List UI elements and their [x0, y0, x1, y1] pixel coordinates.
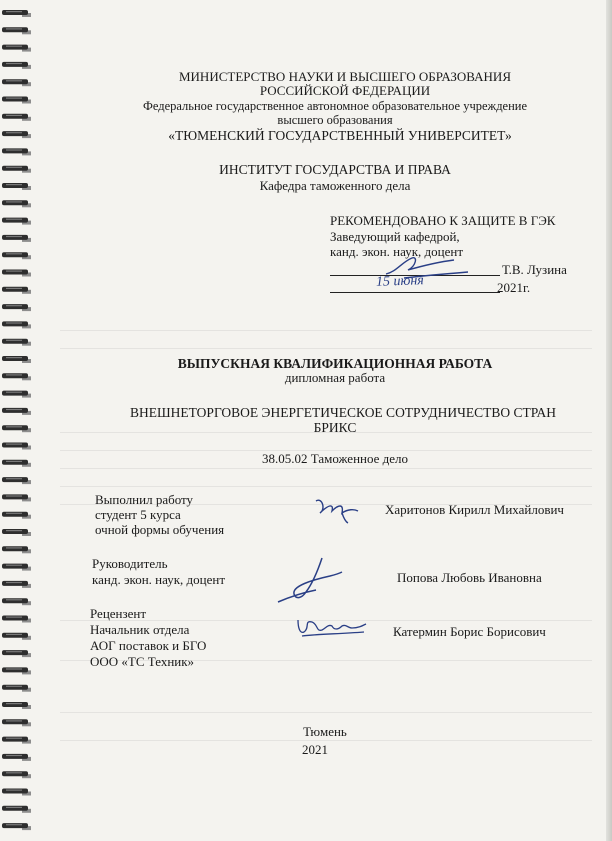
supervisor-name: Попова Любовь Ивановна: [397, 570, 542, 585]
binding-ring: [2, 737, 31, 744]
binding-ring: [2, 166, 31, 173]
approval-year: 2021г.: [497, 280, 531, 295]
binding-ring: [2, 477, 31, 484]
binding-ring: [2, 79, 31, 86]
binding-ring: [2, 650, 31, 657]
institute-name: ИНСТИТУТ ГОСУДАРСТВА И ПРАВА: [219, 162, 451, 177]
binding-ring: [2, 598, 31, 605]
institution-line-1: Федеральное государственное автономное образовательное учреждение: [142, 99, 528, 113]
binding-ring: [2, 616, 31, 623]
supervisor-role-line-2: канд. экон. наук, доцент: [92, 572, 226, 587]
approval-title: РЕКОМЕНДОВАНО К ЗАЩИТЕ В ГЭК: [330, 213, 556, 228]
binding-ring: [2, 339, 31, 346]
reviewer-signature: [294, 612, 370, 642]
city: Тюмень: [303, 724, 347, 739]
thesis-title-line-2: БРИКС: [313, 420, 357, 435]
binding-ring: [2, 702, 31, 709]
department-name: Кафедра таможенного дела: [259, 178, 411, 193]
binding-ring: [2, 408, 31, 415]
spiral-binding: [0, 0, 40, 841]
institution-line-2: высшего образования: [277, 113, 393, 127]
student-name: Харитонов Кирилл Михайлович: [385, 502, 564, 517]
work-subtype: дипломная работа: [284, 370, 386, 385]
binding-ring: [2, 373, 31, 380]
ministry-line-1: МИНИСТЕРСТВО НАУКИ И ВЫСШЕГО ОБРАЗОВАНИЯ: [178, 69, 511, 84]
binding-ring: [2, 304, 31, 311]
binding-ring: [2, 391, 31, 398]
reviewer-role-line-1: Рецензент: [90, 606, 147, 621]
binding-ring: [2, 218, 31, 225]
binding-ring: [2, 529, 31, 536]
binding-ring: [2, 356, 31, 363]
ministry-line-2: РОССИЙСКОЙ ФЕДЕРАЦИИ: [259, 83, 431, 98]
thesis-title-line-1: ВНЕШНЕТОРГОВОЕ ЭНЕРГЕТИЧЕСКОЕ СОТРУДНИЧЕСТВО СТРАН: [130, 405, 557, 420]
student-role-line-2: студент 5 курса: [95, 507, 181, 522]
reviewer-role-line-2: Начальник отдела: [90, 622, 190, 637]
binding-ring: [2, 823, 31, 830]
binding-ring: [2, 633, 31, 640]
binding-ring: [2, 10, 31, 17]
binding-ring: [2, 425, 31, 432]
binding-ring: [2, 685, 31, 692]
supervisor-signature: [272, 554, 352, 604]
page-edge: [606, 0, 612, 841]
approval-role-line-1: Заведующий кафедрой,: [330, 229, 460, 244]
binding-ring: [2, 667, 31, 674]
supervisor-role-line-1: Руководитель: [92, 556, 168, 571]
reviewer-name: Катермин Борис Борисович: [393, 624, 546, 639]
approval-date-handwritten: 15 июня: [375, 273, 425, 290]
binding-ring: [2, 564, 31, 571]
head-of-department-name: Т.В. Лузина: [502, 262, 567, 277]
binding-ring: [2, 546, 31, 553]
binding-ring: [2, 494, 31, 501]
binding-ring: [2, 719, 31, 726]
binding-ring: [2, 97, 31, 104]
reviewer-role-line-3: АОГ поставок и БГО: [90, 638, 207, 653]
university-name: «ТЮМЕНСКИЙ ГОСУДАРСТВЕННЫЙ УНИВЕРСИТЕТ»: [168, 128, 512, 143]
binding-ring: [2, 131, 31, 138]
specialty: 38.05.02 Таможенное дело: [261, 451, 409, 466]
binding-ring: [2, 754, 31, 761]
student-role-line-1: Выполнил работу: [95, 492, 194, 507]
approval-date-underline: [330, 292, 500, 293]
year: 2021: [302, 742, 328, 757]
binding-ring: [2, 62, 31, 69]
binding-ring: [2, 27, 31, 34]
reviewer-role-line-4: ООО «ТС Техник»: [90, 654, 195, 669]
binding-ring: [2, 806, 31, 813]
student-signature: [312, 495, 362, 525]
binding-ring: [2, 512, 31, 519]
binding-ring: [2, 252, 31, 259]
binding-ring: [2, 235, 31, 242]
binding-ring: [2, 200, 31, 207]
binding-ring: [2, 270, 31, 277]
student-role-line-3: очной формы обучения: [95, 522, 225, 537]
binding-ring: [2, 443, 31, 450]
work-type: ВЫПУСКНАЯ КВАЛИФИКАЦИОННАЯ РАБОТА: [177, 356, 493, 371]
binding-ring: [2, 148, 31, 155]
binding-ring: [2, 114, 31, 121]
approval-role-line-2: канд. экон. наук, доцент: [330, 244, 464, 259]
binding-ring: [2, 321, 31, 328]
binding-ring: [2, 460, 31, 467]
binding-ring: [2, 771, 31, 778]
binding-ring: [2, 183, 31, 190]
binding-ring: [2, 287, 31, 294]
binding-ring: [2, 789, 31, 796]
binding-ring: [2, 581, 31, 588]
binding-ring: [2, 45, 31, 52]
